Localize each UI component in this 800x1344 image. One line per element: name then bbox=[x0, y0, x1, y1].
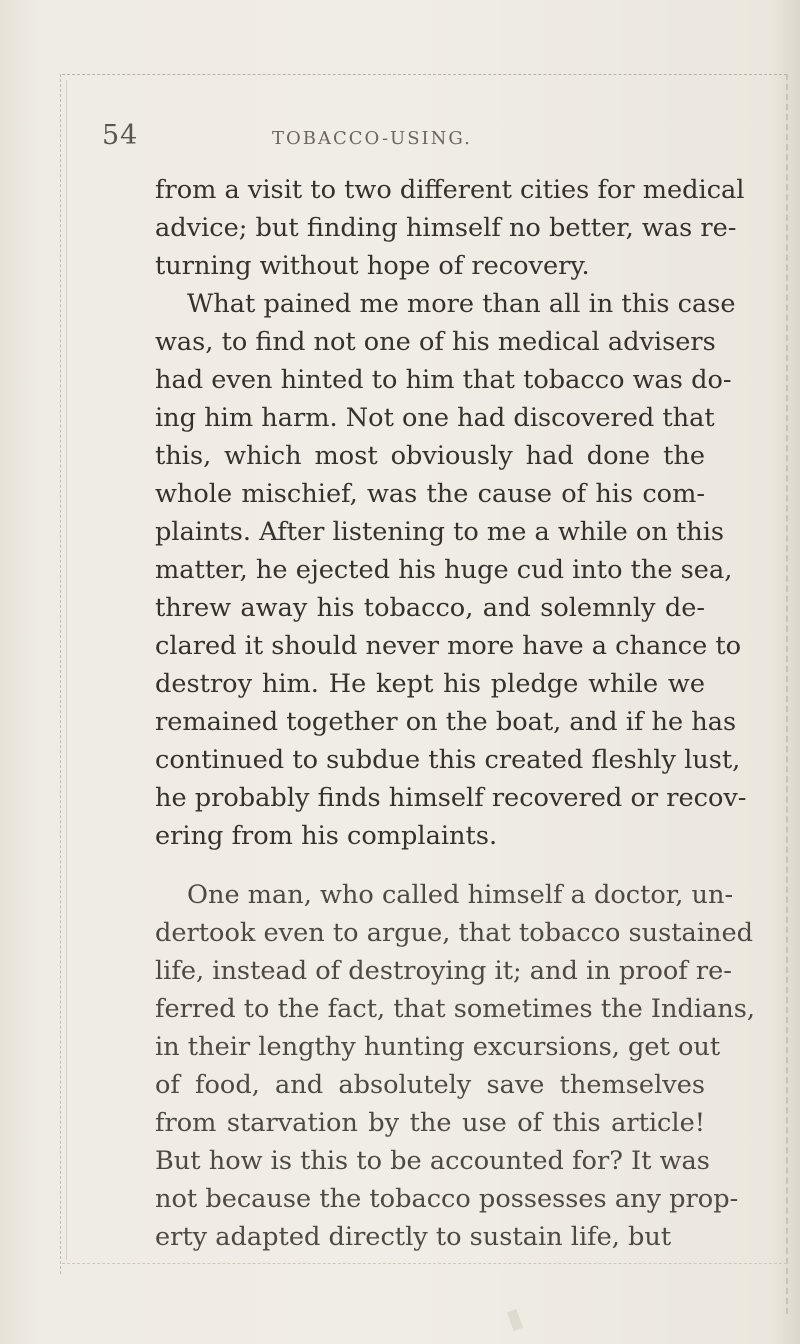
text-line: But how is this to be accounted for? It was bbox=[155, 1146, 710, 1176]
text-line: from a visit to two different cities for medical bbox=[155, 175, 745, 205]
text-line: What pained me more than all in this case bbox=[187, 289, 736, 319]
text-line: One man, who called himself a doctor, un- bbox=[187, 880, 734, 910]
text-line: of food, and absolutely save themselves bbox=[155, 1070, 705, 1100]
text-line: dertook even to argue, that tobacco sustained bbox=[155, 918, 753, 948]
paragraph bbox=[155, 285, 747, 855]
page-number: 54 bbox=[102, 120, 139, 151]
text-line: continued to subdue this created fleshly lust, bbox=[155, 745, 741, 775]
paragraph bbox=[155, 876, 756, 1256]
text-line: ing him harm. Not one had discovered that bbox=[155, 403, 715, 433]
scan-border-top bbox=[62, 74, 787, 75]
text-line: turning without hope of recovery. bbox=[155, 251, 590, 281]
scan-border-bottom bbox=[62, 1263, 787, 1264]
text-line: this, which most obviously had done the bbox=[155, 441, 705, 471]
text-line: advice; but finding himself no better, was re- bbox=[155, 213, 737, 243]
text-line: from starvation by the use of this article! bbox=[155, 1108, 705, 1138]
text-line: in their lengthy hunting excursions, get out bbox=[155, 1032, 721, 1062]
text-line: remained together on the boat, and if he has bbox=[155, 707, 737, 737]
text-line: destroy him. He kept his pledge while we bbox=[155, 669, 705, 699]
text-line: clared it should never more have a chance to bbox=[155, 631, 742, 661]
running-head: TOBACCO-USING. bbox=[272, 128, 472, 149]
scan-border-left-inner bbox=[66, 80, 67, 1260]
body-text bbox=[155, 171, 756, 1256]
scan-border-right bbox=[786, 74, 788, 1314]
text-line: was, to find not one of his medical advisers bbox=[155, 327, 716, 357]
text-line: matter, he ejected his huge cud into the sea, bbox=[155, 555, 733, 585]
text-line: whole mischief, was the cause of his com- bbox=[155, 479, 705, 509]
text-line: had even hinted to him that tobacco was do- bbox=[155, 365, 732, 395]
scan-border-left bbox=[60, 74, 61, 1274]
text-line: ering from his complaints. bbox=[155, 821, 498, 851]
ink-smudge bbox=[507, 1309, 523, 1331]
text-line: life, instead of destroying it; and in proof re- bbox=[155, 956, 732, 986]
page-header bbox=[102, 120, 682, 160]
text-line: not because the tobacco possesses any prop- bbox=[155, 1184, 739, 1214]
text-line: erty adapted directly to sustain life, but bbox=[155, 1222, 672, 1252]
text-line: threw away his tobacco, and solemnly de- bbox=[155, 593, 705, 623]
text-line: plaints. After listening to me a while on this bbox=[155, 517, 725, 547]
paragraph-gap bbox=[155, 855, 705, 876]
text-line: ferred to the fact, that sometimes the Indians, bbox=[155, 994, 756, 1024]
text-line: he probably finds himself recovered or recov- bbox=[155, 783, 747, 813]
paragraph bbox=[155, 171, 745, 285]
